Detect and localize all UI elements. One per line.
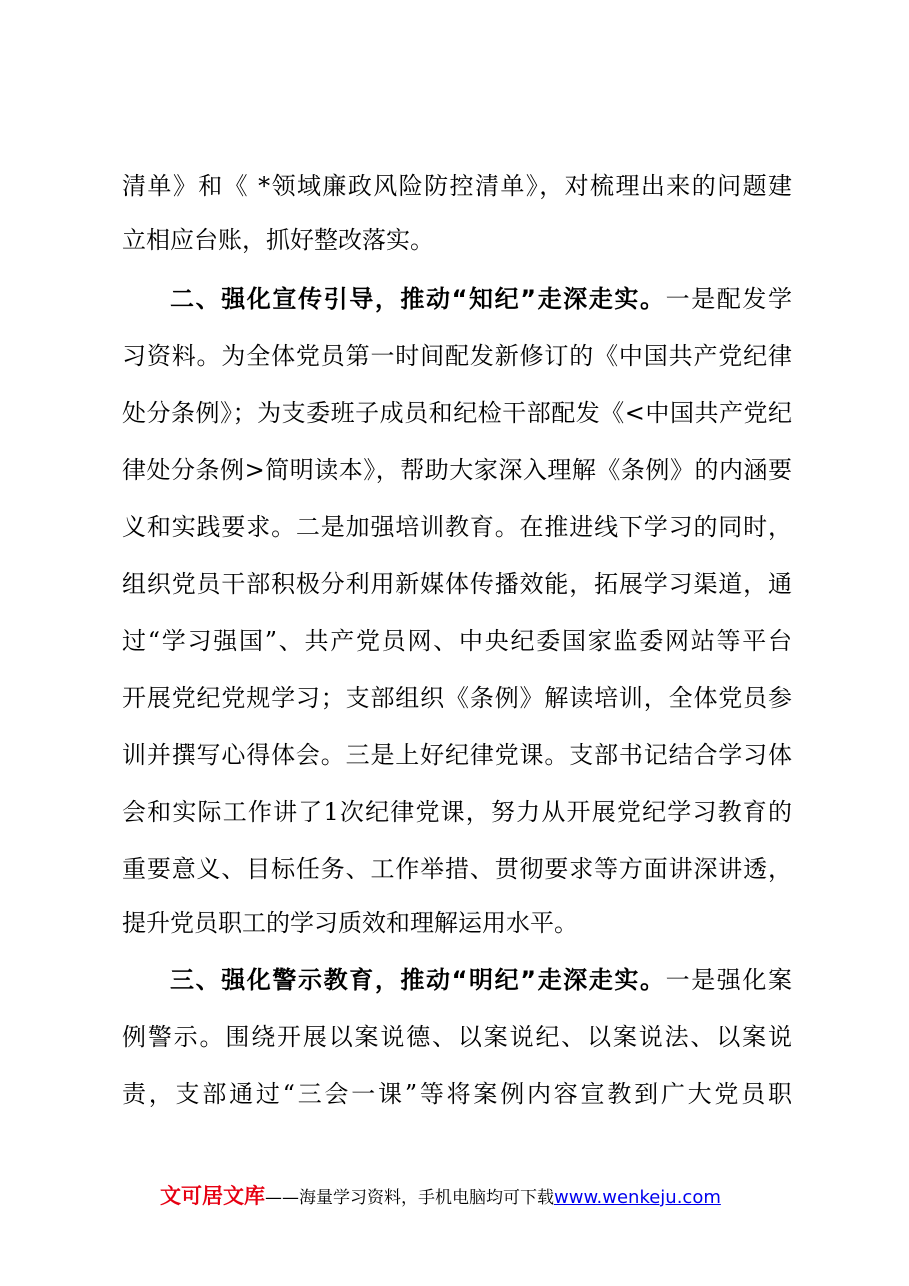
line-text: 例警示。围绕开展以案说德、以案说纪、以案说法、以案说 — [122, 1023, 792, 1051]
body-line — [122, 393, 792, 433]
line-text: 会和实际工作讲了1次纪律党课，努力从开展党纪学习教育的 — [122, 798, 792, 826]
footer-brand: 文可居文库 — [160, 1184, 265, 1208]
body-line — [122, 450, 792, 490]
line-text: 开展党纪党规学习；支部组织《条例》解读培训，全体党员参 — [122, 684, 792, 712]
section-heading: 三、强化警示教育，推动“明纪”走深走实。 — [170, 966, 666, 994]
line-text: 过“学习强国”、共产党员网、中央纪委国家监委网站等平台 — [122, 627, 792, 655]
line-text: 训并撰写心得体会。三是上好纪律党课。支部书记结合学习体 — [122, 741, 792, 769]
footer-banner — [160, 1181, 721, 1211]
line-text: 清单》和《 *领域廉政风险防控清单》，对梳理出来的问题建 — [122, 172, 792, 200]
body-line — [122, 621, 792, 661]
footer-url-link[interactable]: www.wenkeju.com — [554, 1187, 721, 1208]
line-text: 组织党员干部积极分利用新媒体传播效能，拓展学习渠道，通 — [122, 570, 792, 598]
body-line — [122, 678, 792, 718]
footer-slogan: ——海量学习资料，手机电脑均可下载 — [265, 1188, 554, 1208]
body-line — [122, 1074, 792, 1114]
line-text: 责，支部通过“三会一课”等将案例内容宣教到广大党员职 — [122, 1080, 792, 1108]
line-text: 提升党员职工的学习质效和理解运用水平。 — [122, 909, 578, 937]
body-line — [122, 336, 792, 376]
section-heading-line — [170, 279, 792, 319]
body-line — [122, 903, 792, 943]
body-line — [122, 849, 792, 889]
line-text: 重要意义、目标任务、工作举措、贯彻要求等方面讲深讲透， — [122, 855, 792, 883]
body-line — [122, 792, 792, 832]
body-line — [122, 564, 792, 604]
section-heading: 二、强化宣传引导，推动“知纪”走深走实。 — [170, 285, 666, 313]
section-heading-line — [170, 960, 792, 1000]
line-text: 一是配发学 — [665, 285, 792, 313]
line-text: 立相应台账，抓好整改落实。 — [122, 226, 434, 254]
line-text: 习资料。为全体党员第一时间配发新修订的《中国共产党纪律 — [122, 342, 792, 370]
body-line — [122, 166, 792, 206]
body-line — [122, 1017, 792, 1057]
line-text: 处分条例》；为支委班子成员和纪检干部配发《<中国共产党纪 — [122, 399, 792, 427]
body-line — [122, 735, 792, 775]
line-text: 律处分条例>简明读本》，帮助大家深入理解《条例》的内涵要 — [122, 456, 792, 484]
body-line — [122, 220, 792, 260]
line-text: 义和实践要求。二是加强培训教育。在推进线下学习的同时， — [122, 513, 792, 541]
line-text: 一是强化案 — [665, 966, 792, 994]
body-line — [122, 507, 792, 547]
